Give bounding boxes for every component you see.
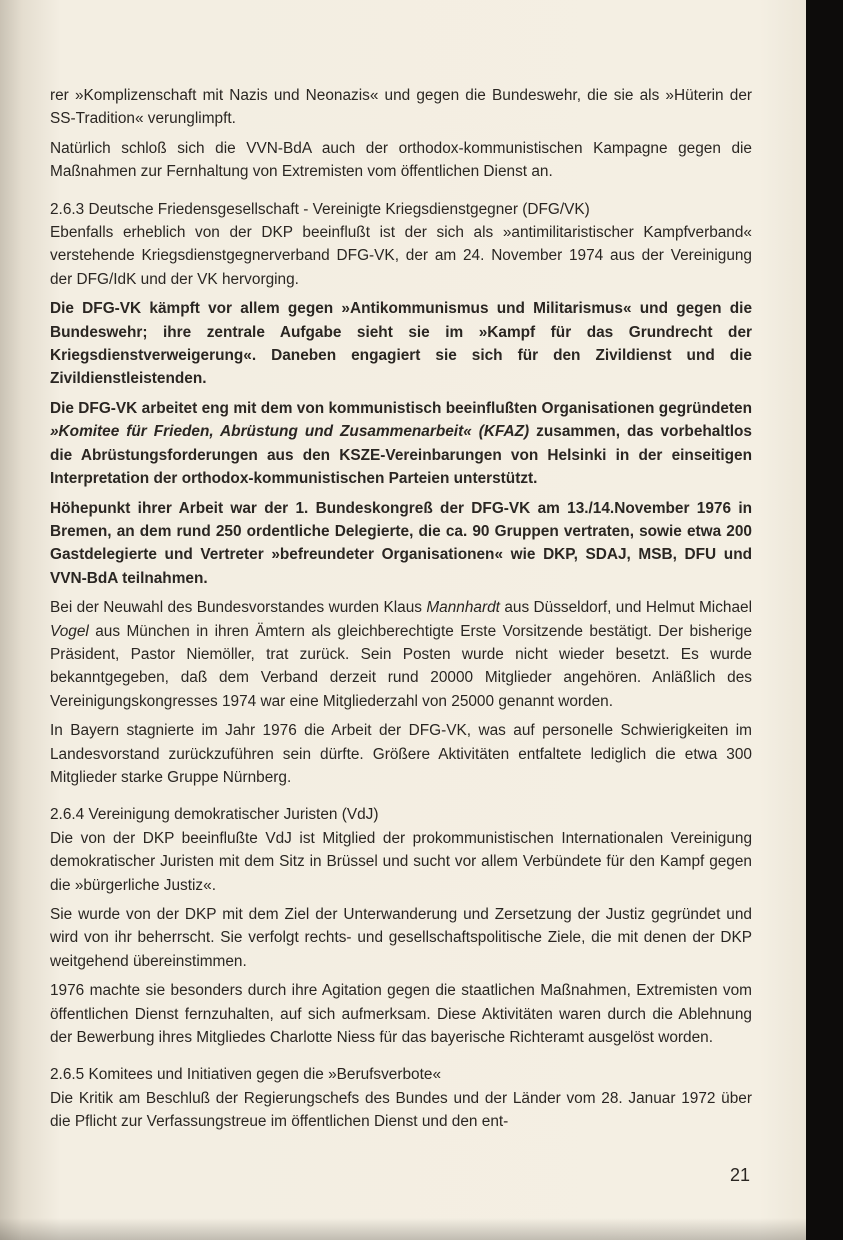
section-2-6-3-paragraph-3 (50, 397, 752, 491)
section-2-6-3-paragraph-4: Höhepunkt ihrer Arbeit war der 1. Bundeskongreß der DFG-VK am 13./14.November 1976 in Bremen, an dem rund 250 ordentliche Delegierte, die ca. 90 Gruppen vertraten, sowie etwa 200 Gastdelegierte und Vertreter »befreundeter Organisationen« wie DKP, SDAJ, MSB, DFU und VVN-BdA teilnahmen. (50, 499, 752, 587)
section-2-6-3-paragraph-1: Ebenfalls erheblich von der DKP beeinflußt ist der sich als »antimilitaristischer Kampfverband« verstehende Kriegsdienstgegnerverband DFG-VK, der am 24. November 1974 aus der Vereinigung der DFG/IdK und der VK hervorging. (50, 224, 752, 288)
person-name-mannhardt: Mannhardt (426, 599, 500, 617)
section-2-6-4 (50, 803, 752, 1049)
section-2-6-5 (50, 1063, 752, 1133)
kfaz-text-before: Die DFG-VK arbeitet eng mit dem von kommunistisch beeinflußten Organisationen gegründeten (50, 399, 752, 417)
person-name-vogel: Vogel (50, 622, 89, 640)
page-bottom-shadow (0, 1218, 806, 1240)
book-binding-edge (806, 0, 843, 1240)
section-2-6-3-paragraph-2: Die DFG-VK kämpft vor allem gegen »Antikommunismus und Militarismus« und gegen die Bundeswehr; ihre zentrale Aufgabe sieht sie im »Kampf für das Grundrecht der Kriegsdienstverweigerung«. Daneben engagiert sie sich für den Zivildienst und die Zivildienstleistenden. (50, 300, 752, 388)
intro-paragraph-1: rer »Komplizenschaft mit Nazis und Neonazis« und gegen die Bundeswehr, die sie als »Hüterin der SS-Tradition« verunglimpft. (50, 87, 752, 128)
page-body (50, 84, 752, 1140)
page-number: 21 (730, 1165, 751, 1185)
board-text-c: aus München in ihren Ämtern als gleichberechtigte Erste Vorsitzende bestätigt. Der bisherige Präsident, Pastor Niemöller, trat zurück. Sein Posten wurde nicht wieder besetzt. Es wurde bekanntgegeben, daß dem Verband derzeit rund 20000 Mitglieder angehören. Anläßlich des Vereinigungskongresses 1974 war eine Mitgliederzahl von 25000 genannt worden. (50, 622, 752, 710)
section-2-6-4-paragraph-2: Sie wurde von der DKP mit dem Ziel der Unterwanderung und Zersetzung der Justiz gegründet und wird von ihr beherrscht. Sie verfolgt rechts- und gesellschaftspolitische Ziele, die mit denen der DKP weitgehend übereinstimmen. (50, 906, 752, 970)
section-2-6-4-paragraph-1: Die von der DKP beeinflußte VdJ ist Mitglied der prokommunistischen Internationalen Vereinigung demokratischer Juristen mit dem Sitz in Brüssel und sucht vor allem Verbündete für den Kampf gegen die »bürgerliche Justiz«. (50, 829, 752, 894)
section-heading-2-6-4: 2.6.4 Vereinigung demokratischer Juristen (VdJ) (50, 806, 379, 824)
section-2-6-3 (50, 198, 752, 790)
section-2-6-5-paragraph-1: Die Kritik am Beschluß der Regierungschefs des Bundes und der Länder vom 28. Januar 1972 über die Pflicht zur Verfassungstreue im öffentlichen Dienst und den ent- (50, 1089, 752, 1131)
board-text-a: Bei der Neuwahl des Bundesvorstandes wurden Klaus (50, 599, 427, 617)
section-2-6-4-paragraph-3: 1976 machte sie besonders durch ihre Agitation gegen die staatlichen Maßnahmen, Extremisten vom öffentlichen Dienst fernzuhalten, auf sich aufmerksam. Diese Aktivitäten waren durch die Ablehnung der Bewerbung ihres Mitgliedes Charlotte Niess für das bayerische Richteramt ausgelöst worden. (50, 982, 752, 1047)
section-2-6-3-paragraph-5 (50, 596, 752, 713)
kfaz-name: »Komitee für Frieden, Abrüstung und Zusammenarbeit« (KFAZ) (50, 423, 530, 441)
kfaz-text-after: zusammen, das vorbehaltlos die Abrüstungsforderungen aus den KSZE-Vereinbarungen von Helsinki in der einseitigen Interpretation der orthodox-kommunistischen Parteien unterstützt. (50, 423, 752, 488)
intro-paragraph-2: Natürlich schloß sich die VVN-BdA auch der orthodox-kommunistischen Kampagne gegen die Maßnahmen zur Fernhaltung von Extremisten vom öffentlichen Dienst an. (50, 139, 752, 181)
section-heading-2-6-3: 2.6.3 Deutsche Friedensgesellschaft - Vereinigte Kriegsdienstgegner (DFG/VK) (50, 200, 590, 218)
board-text-b: aus Düsseldorf, und Helmut Michael (499, 599, 752, 617)
section-2-6-3-paragraph-6: In Bayern stagnierte im Jahr 1976 die Arbeit der DFG-VK, was auf personelle Schwierigkeiten im Landesvorstand zurückzuführen sein dürfte. Größere Aktivitäten entfaltete lediglich die etwa 300 Mitglieder starke Gruppe Nürnberg. (50, 722, 752, 786)
section-heading-2-6-5: 2.6.5 Komitees und Initiativen gegen die »Berufsverbote« (50, 1066, 442, 1084)
